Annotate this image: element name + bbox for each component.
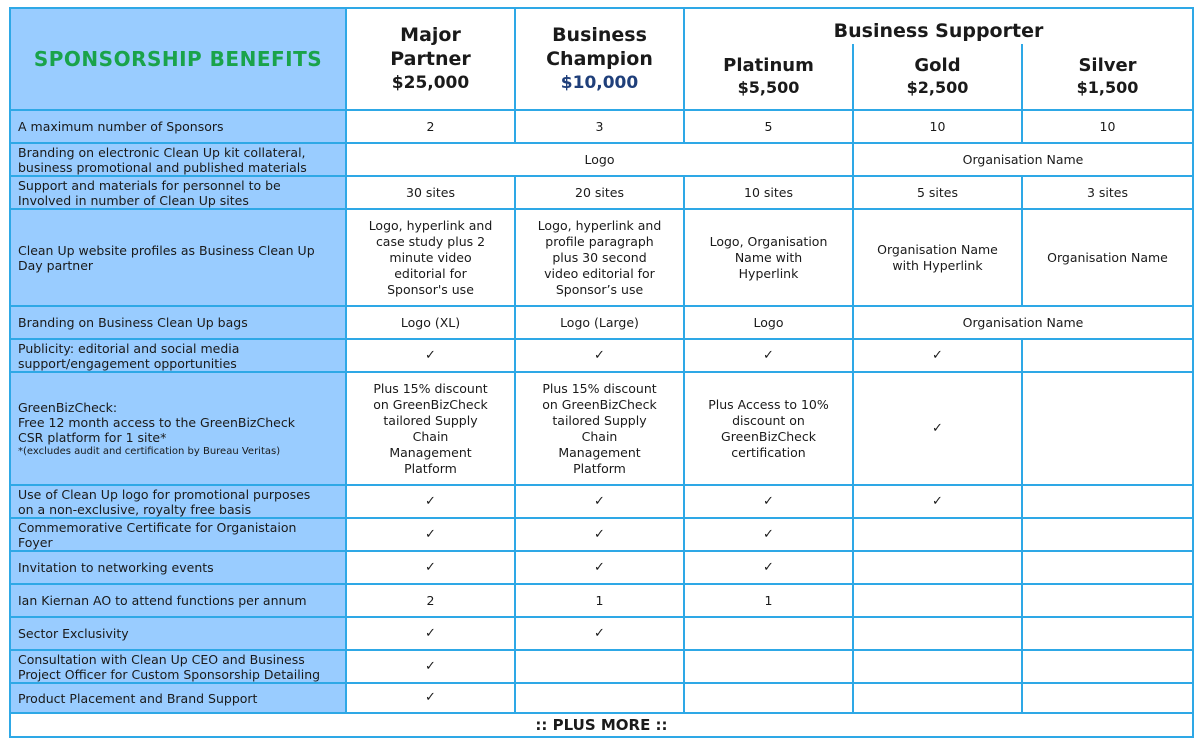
table-row	[10, 650, 1193, 683]
cell: 10	[1022, 110, 1193, 143]
cell	[853, 650, 1022, 683]
gold-header: Gold $2,500	[853, 44, 1022, 110]
cell	[684, 650, 853, 683]
cell: Logo	[684, 306, 853, 339]
cell: 1	[515, 584, 684, 617]
major-partner-price: $25,000	[391, 73, 470, 93]
cell: Organisation Name with Hyperlink	[853, 209, 1022, 306]
business-champion-header: Business Champion $10,000	[515, 8, 684, 110]
cell	[853, 683, 1022, 713]
check-icon: ✓	[684, 485, 853, 518]
sponsorship-benefits-table	[9, 7, 1194, 738]
row-label: Ian Kiernan AO to attend functions per annum	[10, 584, 346, 617]
cell: Logo	[346, 143, 853, 176]
cell	[1022, 518, 1193, 551]
cell	[1022, 551, 1193, 584]
major-partner-header: Major Partner $25,000	[346, 8, 515, 110]
row-label: Support and materials for personnel to be Involved in number of Clean Up sites	[10, 176, 346, 209]
cell: 30 sites	[346, 176, 515, 209]
cell	[853, 617, 1022, 650]
cell: Logo, Organisation Name with Hyperlink	[684, 209, 853, 306]
table-row	[10, 617, 1193, 650]
row-label: Use of Clean Up logo for promotional purposes on a non-exclusive, royalty free basis	[10, 485, 346, 518]
check-icon: ✓	[684, 339, 853, 372]
cell: 10	[853, 110, 1022, 143]
cell: 5 sites	[853, 176, 1022, 209]
cell: 10 sites	[684, 176, 853, 209]
cell: 20 sites	[515, 176, 684, 209]
row-label: Consultation with Clean Up CEO and Business Project Officer for Custom Sponsorship Detailing	[10, 650, 346, 683]
cell: Plus Access to 10% discount on GreenBizCheck certification	[684, 372, 853, 485]
check-icon: ✓	[853, 372, 1022, 485]
row-label: Invitation to networking events	[10, 551, 346, 584]
table-row	[10, 518, 1193, 551]
cell: Logo (XL)	[346, 306, 515, 339]
check-icon: ✓	[346, 551, 515, 584]
business-champion-price: $10,000	[560, 73, 639, 93]
check-icon: ✓	[346, 339, 515, 372]
check-icon: ✓	[346, 650, 515, 683]
check-icon: ✓	[346, 518, 515, 551]
table-title: SPONSORSHIP BENEFITS	[10, 8, 346, 110]
row-label: Branding on Business Clean Up bags	[10, 306, 346, 339]
check-icon: ✓	[515, 617, 684, 650]
cell: 3 sites	[1022, 176, 1193, 209]
table-row	[10, 110, 1193, 143]
cell: Organisation Name	[853, 306, 1193, 339]
cell	[1022, 372, 1193, 485]
check-icon: ✓	[515, 485, 684, 518]
row-label: GreenBizCheck: Free 12 month access to the GreenBizCheck CSR platform for 1 site* *(excludes audit and certification by Bureau Veritas)	[10, 372, 346, 485]
check-icon: ✓	[346, 485, 515, 518]
check-icon: ✓	[515, 339, 684, 372]
cell: Organisation Name	[1022, 209, 1193, 306]
cell: Organisation Name	[853, 143, 1193, 176]
table-row	[10, 176, 1193, 209]
cell	[684, 617, 853, 650]
cell	[684, 683, 853, 713]
table-row	[10, 683, 1193, 713]
cell: 3	[515, 110, 684, 143]
row-label: Clean Up website profiles as Business Clean Up Day partner	[10, 209, 346, 306]
cell	[853, 518, 1022, 551]
check-icon: ✓	[515, 518, 684, 551]
cell	[853, 584, 1022, 617]
cell	[853, 551, 1022, 584]
table-row	[10, 485, 1193, 518]
cell	[1022, 683, 1193, 713]
cell	[1022, 584, 1193, 617]
footer-row	[10, 713, 1193, 737]
cell: 2	[346, 110, 515, 143]
cell: Plus 15% discount on GreenBizCheck tailored Supply Chain Management Platform	[346, 372, 515, 485]
check-icon: ✓	[684, 551, 853, 584]
cell: 2	[346, 584, 515, 617]
check-icon: ✓	[346, 683, 515, 713]
table-row	[10, 372, 1193, 485]
plus-more-footer: :: PLUS MORE ::	[10, 713, 1193, 737]
cell	[1022, 650, 1193, 683]
row-label: Product Placement and Brand Support	[10, 683, 346, 713]
cell: Logo, hyperlink and case study plus 2 minute video editorial for Sponsor's use	[346, 209, 515, 306]
check-icon: ✓	[853, 485, 1022, 518]
table-row	[10, 306, 1193, 339]
row-label: Commemorative Certificate for Organistaion Foyer	[10, 518, 346, 551]
table-row	[10, 143, 1193, 176]
check-icon: ✓	[346, 617, 515, 650]
business-supporter-header: Business Supporter	[684, 8, 1193, 44]
cell: Plus 15% discount on GreenBizCheck tailored Supply Chain Management Platform	[515, 372, 684, 485]
cell	[515, 650, 684, 683]
cell: 5	[684, 110, 853, 143]
row-label: A maximum number of Sponsors	[10, 110, 346, 143]
cell: Logo, hyperlink and profile paragraph plus 30 second video editorial for Sponsor’s use	[515, 209, 684, 306]
table-row	[10, 584, 1193, 617]
cell	[1022, 485, 1193, 518]
cell: Logo (Large)	[515, 306, 684, 339]
row-label: Publicity: editorial and social media support/engagement opportunities	[10, 339, 346, 372]
silver-header: Silver $1,500	[1022, 44, 1193, 110]
row-label: Branding on electronic Clean Up kit collateral, business promotional and published materials	[10, 143, 346, 176]
platinum-header: Platinum $5,500	[684, 44, 853, 110]
cell: 1	[684, 584, 853, 617]
table-row	[10, 209, 1193, 306]
check-icon: ✓	[853, 339, 1022, 372]
table-row	[10, 551, 1193, 584]
check-icon: ✓	[684, 518, 853, 551]
row-label: Sector Exclusivity	[10, 617, 346, 650]
cell	[1022, 339, 1193, 372]
header-row	[10, 8, 1193, 44]
cell	[1022, 617, 1193, 650]
check-icon: ✓	[515, 551, 684, 584]
cell	[515, 683, 684, 713]
table-row	[10, 339, 1193, 372]
